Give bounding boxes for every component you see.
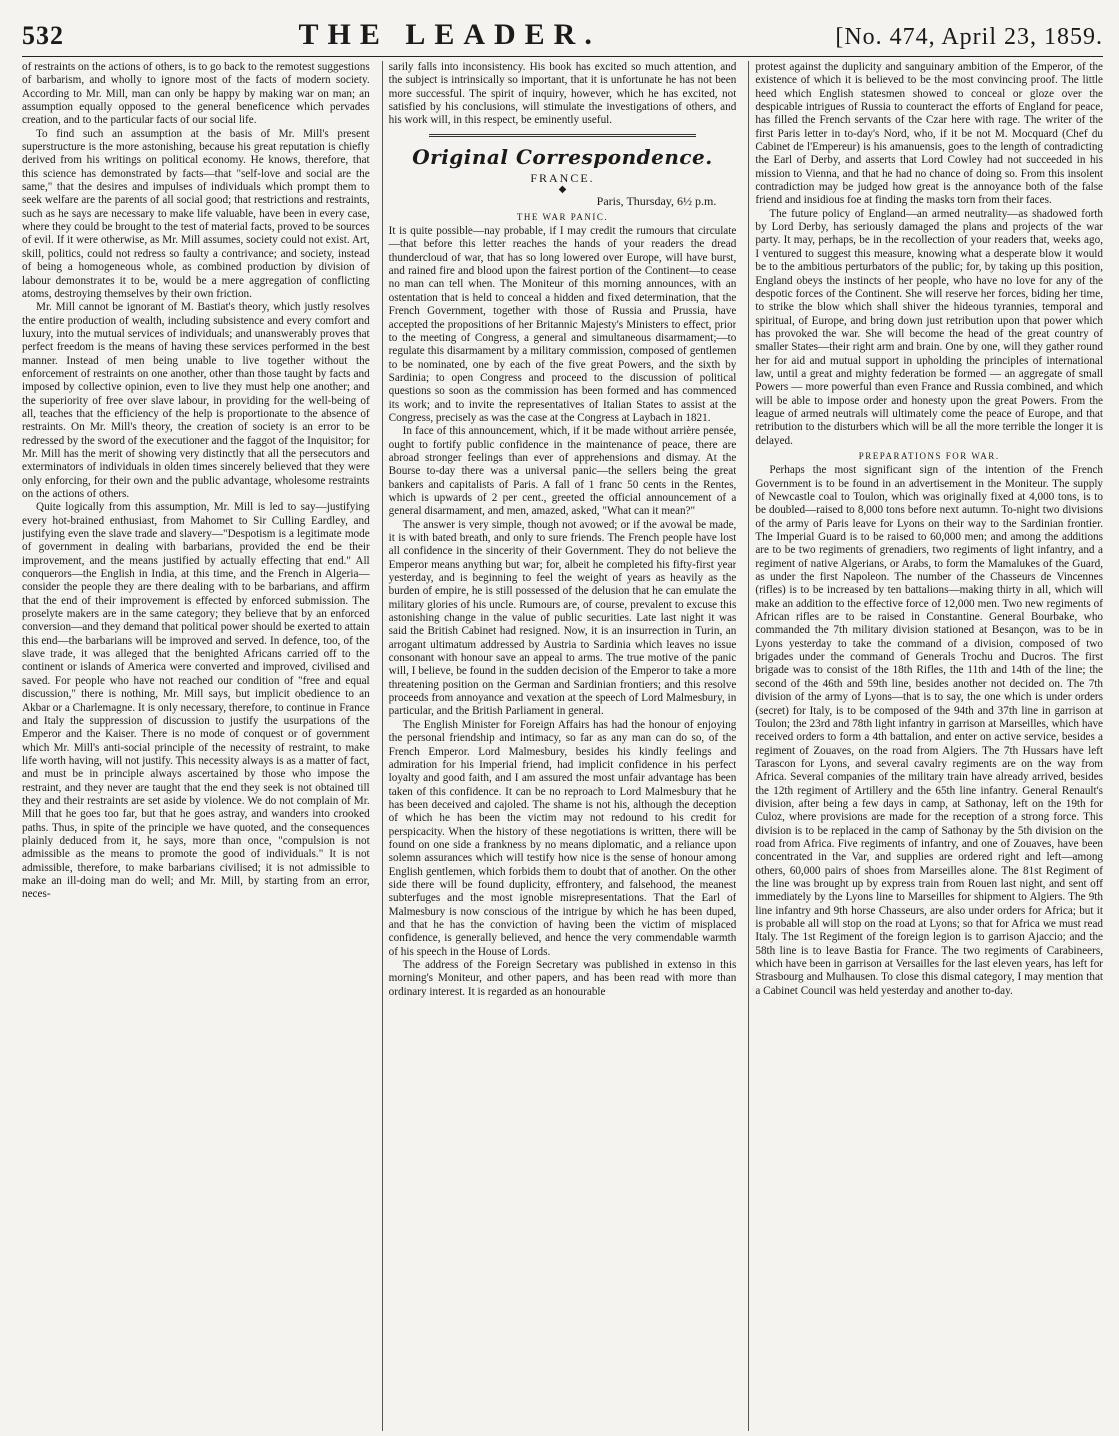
dateline: Paris, Thursday, 6½ p.m. bbox=[596, 194, 717, 209]
column-2 bbox=[382, 61, 737, 1431]
newspaper-title: THE LEADER. bbox=[298, 18, 601, 51]
column-2-body bbox=[389, 225, 737, 999]
paragraph: Quite logically from this assumption, Mr. Mill is led to say—justifying every hot-brained enthusiast, from Mahomet to Sir Culling Eardley, and justifying even the slave trade and slavery—"Despotism is a legitimate mode of government in dealing with barbarians, provided the end be their improvement, and the means justified by actually effecting that end." All conquerors—the English in India, at this time, and the French in Algeria—consider the people they are there dealing with to be barbarians, and affirm that the end of their improvement is effected by enforced submission. The proselyte makers are in the same category; they believe that by an enforced conversion—and they demand that political power should be exerted to attain this end—the barbarians will be improved and served. In defence, too, of the slave trade, it was alleged that the benighted Africans carried off to the continent or islands of America were converted and improved, civilised and saved. For people who have not reached our condition of "free and equal discussion," there is nothing, Mr. Mill says, but implicit obedience to an Akbar or a Charlemagne. It is only necessary, therefore, to continue in France and Italy the suppression of discussion to justify the usurpations of the Emperor and the Kaiser. There is no mode of conquest or of government which Mr. Mill's anti-social principle of the necessity of restraint, to make life worth having, will not justify. This necessity always is as a matter of fact, and must be in principle always ascertained by those who impose the restraint, and they never are taught that the end they seek is not obtained till they and their restraints are set aside by violence. We do not complain of Mr. Mill that he goes too far, but that he goes astray, and wanders into crooked paths. Thus, in spite of the principle we have quoted, and the consequences plainly deduced from it, he says, more than once, "compulsion is not admissible as the means to promote the good of individuals." It is not admissible, therefore, to make barbarians civilised; it is not admissible to make an ill-doing man do well; and Mr. Mill, by starting from an error, neces- bbox=[22, 501, 370, 901]
paragraph: The address of the Foreign Secretary was published in extenso in this morning's Moniteur, and other papers, and has been read with more than ordinary interest. It is regarded as an honourable bbox=[388, 959, 737, 998]
paragraph: protest against the duplicity and sanguinary ambition of the Emperor, of the existence of which it is believed to be the most convincing proof. The little heed which English statesmen showed to conceal or gloze over the despicable intrigues of Russia to counteract the efforts of England for peace, has filled the French servants of the Czar here with rage. The writer of the first Paris letter in to-day's Nord, who, if it be not M. Mocquard (Chef du Cabinet de l'Empereur) is his amanuensis, goes to the length of contradicting the Earl of Derby, and asserts that Lord Cowley had not succeeded in his mission to Vienna, and that he had no chance of doing so. From this insolent contradiction may be judged how great is the annoyance both of the false friend and insidious foe at finding the masks torn from their faces. bbox=[755, 61, 1104, 207]
column-1 bbox=[22, 61, 370, 1431]
columns bbox=[22, 61, 1103, 1431]
subhead-preparations: PREPARATIONS FOR WAR. bbox=[858, 450, 1000, 461]
intro-paragraph: sarily falls into inconsistency. His book has excited so much attention, and the subject is intrinsically so important, that it is unfortunate he has not been more successful. The spirit of inquiry, however, which he has excited, not satisfied by his conclusions, will stimulate the investigations of others, and his work will, in this respect, be eminently useful. bbox=[388, 61, 737, 127]
paragraph: It is quite possible—nay probable, if I may credit the rumours that circulate—that before this letter reaches the hands of your readers the dread thundercloud of war, that has so long lowered over Europe, will have burst, and rained fire and blood upon the fairest portion of the Continent—to cease no man can tell when. The Moniteur of this morning announces, with an ostentation that is held to conceal a hidden and fixed determination, that the French Government, together with those of Russia and Prussia, have accepted the propositions of her Britannic Majesty's Ministers to effect, prior to the meeting of Congress, a general and simultaneous disarmament;—to regulate this disarmament by a military commission, composed of gentlemen to be nominated, one by each of the five great Powers, and the sixth by Sardinia; to open Congress and proceed to the discussion of political questions so soon as the commission has been formed and has commenced its work; and to invite the representatives of Italian States to assist at the Congress, precisely as was the case at the Congress at Laybach in 1821. bbox=[388, 225, 737, 424]
paragraph: The answer is very simple, though not avowed; or if the avowal be made, it is with bated breath, and only to sure friends. The French people have lost all confidence in the sincerity of their Government. They do not believe the Emperor means anything but war; for, albeit he completed his fifty-first year yesterday, and is beginning to feel the weight of years as heavily as the burden of empire, he is still possessed of the delusion that he can emulate the military glories of his uncle. Rumours are, of course, prevalent to excuse this astonishing change in the value of public securities. Late last night it was said the British Cabinet had resigned. Now, it is an insurrection in Turin, an arrogant ultimatum addressed by Austria to Sardinia which leaves no issue consonant with honour save an appeal to arms. The true motive of the panic will, I believe, be found in the sudden decision of the Emperor to take a more threatening position on the German and Sardinian frontiers; and this resolve proceeds from annoyance and vexation at the speech of Lord Malmesbury, in particular, and the British Parliament in general. bbox=[388, 518, 737, 718]
paragraph: Perhaps the most significant sign of the intention of the French Government is to be found in an advertisement in the Moniteur. The supply of Newcastle coal to Toulon, which was originally fixed at 4,000 tons, is to be doubled—raised to 8,000 tons before next autumn. To-night two divisions of the army of Paris leave for Lyons on their way to the Sardinian frontier. The Imperial Guard is to be raised to 60,000 men; and among the additions are to be two regiments of grenadiers, two regiments of light infantry, and a regiment of native Algerians, or Arabs, to form the Mamalukes of the Guard, as under the first Napoleon. The number of the Chasseurs de Vincennes (rifles) is to be increased by ten battalions—making thirty in all, which will make an addition to the effective force of 12,000 men. Two new regiments of African rifles are to be raised in Constantine. General Bourbake, who commanded the 7th military division stationed at Besançon, was to be in Lyons yesterday to take the command of a division, composed of two brigades under the command of Generals Trochu and Ducros. The first brigade was to consist of the 18th Rifles, the 11th and 14th of the line; the second of the 46th and 59th line, besides another not decided on. The 7th division of the army of Lyons—that is to say, the one which is under orders (secret) for Italy, is to be composed of the 94th and 37th line in garrison at Toulon; the 23rd and 78th light infantry in garrison at Marseilles, which have received orders to form a 4th battalion, and enter on active service, besides a regiment of Zouaves, on the road from Algiers. The 7th Hussars have left Tarascon for Lyons, and several cavalry regiments are on the way from Africa. Several companies of the military train have already arrived, besides the 12th regiment of Artillery and the 65th line infantry. General Renault's division, after being a few days in camp, at Sathonay, left on the 19th for Culoz, where provisions are made for the reception of a strong force. This division is to be replaced in the camp of Sathonay by the 5th division on the road from Africa. Five regiments of infantry, and one of Zouaves, have been concentrated in the Var, and supplies are ordered right and left—among others, 60,000 pairs of shoes from Marseilles alone. The 81st Regiment of the line was brought up by express train from Rouen last night, and sent off immediately by the Lyons line to Marseilles for shipment to Algiers. The 9th line infantry and 9th horse Chasseurs, are also under orders for Africa; but it is probable all will stop on the road at Lyons; so that for Africa we must read Italy. The 1st Regiment of the foreign legion is to garrison Ajaccio; and the 58th line is to leave Bastia for France. The two regiments of Carabineers, which have been in garrison at Versailles for the last eleven years, has left for Strasbourg and Mulhausen. To close this dismal category, I may mention that a Cabinet Council was held yesterday and another to-day. bbox=[755, 464, 1104, 997]
column-3 bbox=[748, 61, 1103, 1431]
column-3-body-b bbox=[755, 464, 1103, 998]
section-rule bbox=[429, 134, 697, 137]
section-title: Original Correspondence. bbox=[412, 144, 713, 169]
issue-info: [No. 474, April 23, 1859. bbox=[835, 24, 1103, 50]
paragraph: The future policy of England—an armed neutrality—as shadowed forth by Lord Derby, has seriously damaged the plans and projects of the war party. It may, perhaps, be in the recollection of your readers that, weeks ago, I ventured to suggest this measure, knowing what a desperate blow it would be to the ambitious perturbators of the public; for, by taking up this position, England obeys the instincts of her people, who have no love for any of the despotic forces of the Continent. She will reserve her forces, biding her time, to strike the blow which shall shiver the hideous tyrannies, temporal and spiritual, of Europe, and bring down just retribution upon that power which has provoked the war. She will become the head of the great country of smaller States—their right arm and brain. One by one, will they gather round her for aid and mutual support in upholding the principles of international law, until a great and mighty federation be formed — an aggregate of small Powers — more powerful than even France and Russia combined, and which will be able to impose order and honesty upon the great Powers. From the league of armed neutrals will ultimately come the peace of Europe, and that retribution to the disturbers which will be all the more terrible the longer it is delayed. bbox=[755, 207, 1104, 447]
paragraph: The English Minister for Foreign Affairs has had the honour of enjoying the personal friendship and intimacy, so far as any man can do so, of the French Emperor. Lord Malmesbury, besides his kindly feelings and admiration for his Imperial friend, had implicit confidence in his perfect loyalty and good faith, and I am assured the most unfair advantage has been taken of this confidence. It can be no reproach to Lord Malmesbury that he has been deceived and cajoled. The shame is not his, although the deception of which he has been the victim may not redound to his credit for perspicacity. When the history of these negotiations is written, there will be found on one side a frankness by no means diplomatic, and a reliance upon solemn assurances which will testify how nice is the sense of honour among English gentlemen, which forbids them to doubt that of another. On the other side there will be found duplicity, effrontery, and falsehood, the meanest subterfuges and the most ignoble misrepresentations. That the Earl of Malmesbury is now conscious of the intrigue by which he has been duped, and that he has the conviction of having been the victim of misplaced confidence, is generally believed, and hence the very commendable warmth of his speech in the House of Lords. bbox=[388, 718, 737, 958]
paragraph: To find such an assumption at the basis of Mr. Mill's present superstructure is the more astonishing, because his great reputation is chiefly derived from his writings on political economy. He knows, therefore, that this science has demonstrated by facts—that "self-love and social are the same," that the desires and impulses of individuals which prompt them to seek welfare are the parents of all social good; that restrictions and restraints, such as he says are necessary to make life valuable, have been in every case, where they could be brought to the test of material facts, proved to be sources of evil. If it were otherwise, as Mr. Mill assumes, society could not exist. Art, skill, politics, could not redress so faulty a contrivance; and society, instead of being a homogeneous whole, as combined production by division of labour demonstrates it to be, would be a mere aggregation of conflicting atoms, destroying themselves by their own friction. bbox=[22, 127, 370, 300]
paragraph: of restraints on the actions of others, is to go back to the remotest suggestions of barbarism, and wholly to ignore most of the facts of modern society. According to Mr. Mill, man can only be happy by making war on man; an assumption equally opposed to the general beneficence which pervades creation, and to the particular facts of our social life. bbox=[22, 61, 370, 127]
country-heading: FRANCE. bbox=[530, 171, 595, 186]
subhead-war-panic: THE WAR PANIC. bbox=[516, 211, 609, 222]
column-3-body-a bbox=[755, 61, 1103, 448]
ornament-icon: ◆ bbox=[558, 184, 567, 196]
paragraph: Mr. Mill cannot be ignorant of M. Bastiat's theory, which justly resolves the entire production of wealth, including subsistence and every comfort and luxury, into the mutual services of individuals; and unanswerably proves that perfect freedom is the means of having these services performed in the best manner. Instead of men being unable to live together without the enforcement of restraints on one another, other than those taught by facts and imposed by collective opinion, even to live they must help one another; and the superiority of free over slave labour, in providing for the well-being of all, teaches that the efficiency of the help is proportionate to the absence of restraints. On Mr. Mill's theory, the creation of society is an error to be redressed by the sword of the executioner and the faggot of the Inquisitor; for Mr. Mill has the merit of showing very distinctly that all the persecutors and exterminators of individuals in olden times sincerely believed that they were only enforcing, for their own and the public advantage, wholesome restraints on the actions of others. bbox=[22, 301, 370, 500]
page-number: 532 bbox=[22, 21, 64, 50]
masthead bbox=[22, 18, 1103, 57]
paragraph: In face of this announcement, which, if it be made without arrière pensée, ought to fortify public confidence in the maintenance of peace, there are abroad stronger feelings than ever of apprehensions and dismay. At the Bourse to-day there was a universal panic—the sellers being the great bankers and capitalists of Paris. A fall of 1 franc 50 cents in the Rentes, which is upwards of 2 per cent., greeted the official announcement of a general disarmament, and men, amazed, asked, "What can it mean?" bbox=[388, 425, 737, 518]
